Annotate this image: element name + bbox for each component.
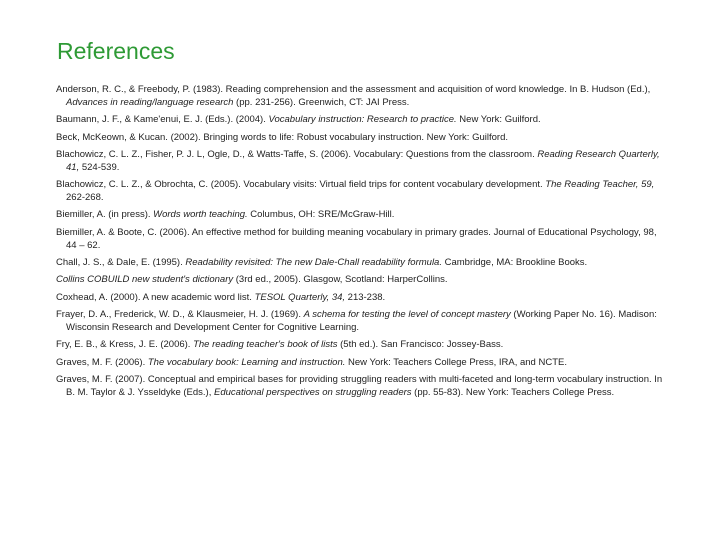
reference-italic-text: Collins COBUILD new student's dictionary xyxy=(56,274,234,286)
reference-italic-text: Words worth teaching. xyxy=(153,209,248,221)
reference-text: (pp. 231-256). Greenwich, CT: JAI Press. xyxy=(233,96,410,108)
reference-entry xyxy=(56,292,666,305)
reference-text: Blachowicz, C. L. Z., Fisher, P. J. L, Ogle, D., & Watts-Taffe, S. (2006). Vocabulary: Questions from the classroom. xyxy=(56,148,538,160)
reference-text: Biemiller, A. & Boote, C. (2006). An effective method for building meaning vocabulary in primary grades. Journal of Educational Psychology, 98, 44 – 62. xyxy=(56,226,657,251)
reference-text: Columbus, OH: SRE/McGraw-Hill. xyxy=(247,209,395,221)
reference-entry xyxy=(56,179,666,205)
reference-entry xyxy=(56,114,666,127)
reference-entry xyxy=(56,274,666,287)
reference-italic-text: TESOL Quarterly, 34, xyxy=(254,291,346,303)
reference-italic-text: The vocabulary book: Learning and instruction. xyxy=(147,356,346,368)
reference-entry xyxy=(56,309,666,335)
reference-text: Chall, J. S., & Dale, E. (1995). xyxy=(56,256,186,268)
reference-text: Graves, M. F. (2007). Conceptual and empirical bases for providing struggling readers with multi-faceted and long-term vocabulary instruction. In B. M. Taylor & J. Ysseldyke (Eds.), xyxy=(56,374,663,398)
reference-text: (3rd ed., 2005). Glasgow, Scotland: HarperCollins. xyxy=(233,274,448,286)
reference-entry xyxy=(56,209,666,222)
reference-entry xyxy=(56,227,666,253)
reference-text: Beck, McKeown, & Kucan. (2002). Bringing words to life: Robust vocabulary instruction. New York: Guilford. xyxy=(56,131,508,143)
reference-italic-text: The Reading Teacher, 59, xyxy=(545,179,655,191)
reference-entry xyxy=(56,357,666,370)
reference-italic-text: The reading teacher's book of lists xyxy=(193,339,338,351)
reference-text: (pp. 55-83). New York: Teachers College Press. xyxy=(411,386,615,398)
reference-text: 213-238. xyxy=(345,291,386,303)
reference-text: Frayer, D. A., Frederick, W. D., & Klausmeier, H. J. (1969). xyxy=(56,309,304,321)
reference-text: (5th ed.). San Francisco: Jossey-Bass. xyxy=(337,339,504,351)
reference-text: 524-539. xyxy=(79,161,120,173)
reference-entry xyxy=(56,257,666,270)
reference-entry xyxy=(56,84,666,110)
reference-entry xyxy=(56,132,666,145)
reference-text: Coxhead, A. (2000). A new academic word list. xyxy=(56,291,255,303)
reference-text: Baumann, J. F., & Kame'enui, E. J. (Eds.). (2004). xyxy=(56,114,269,126)
reference-text: Fry, E. B., & Kress, J. E. (2006). xyxy=(56,339,194,351)
reference-entry xyxy=(56,339,666,352)
reference-text: Cambridge, MA: Brookline Books. xyxy=(441,256,588,268)
reference-text: New York: Guilford. xyxy=(456,114,541,126)
reference-italic-text: Advances in reading/language research xyxy=(66,96,234,108)
reference-text: (Working Paper No. 16). Madison: Wisconsin Research and Development Center for Cognitive Learning. xyxy=(66,309,657,333)
reference-italic-text: Reading Research Quarterly, 41, xyxy=(66,148,660,173)
reference-text: Blachowicz, C. L. Z., & Obrochta, C. (2005). Vocabulary visits: Virtual field trips for content vocabulary development. xyxy=(56,179,546,191)
page-title: References xyxy=(57,38,175,64)
reference-italic-text: Vocabulary instruction: Research to practice. xyxy=(268,114,457,126)
reference-text: Biemiller, A. (in press). xyxy=(56,209,154,221)
reference-italic-text: A schema for testing the level of concept mastery xyxy=(303,309,511,321)
reference-text: 262-268. xyxy=(66,191,104,203)
reference-text: Anderson, R. C., & Freebody, P. (1983). Reading comprehension and the assessment and acquisition of word knowledge. In B. Hudson (Ed.), xyxy=(56,84,651,95)
reference-entry xyxy=(56,149,666,175)
reference-italic-text: Readability revisited: The new Dale-Chall readability formula. xyxy=(185,256,442,268)
reference-text: Graves, M. F. (2006). xyxy=(56,356,148,368)
reference-text: New York: Teachers College Press, IRA, and NCTE. xyxy=(345,356,567,368)
reference-italic-text: Educational perspectives on struggling readers xyxy=(214,386,412,398)
reference-entry xyxy=(56,374,666,400)
reference-list xyxy=(56,84,666,404)
